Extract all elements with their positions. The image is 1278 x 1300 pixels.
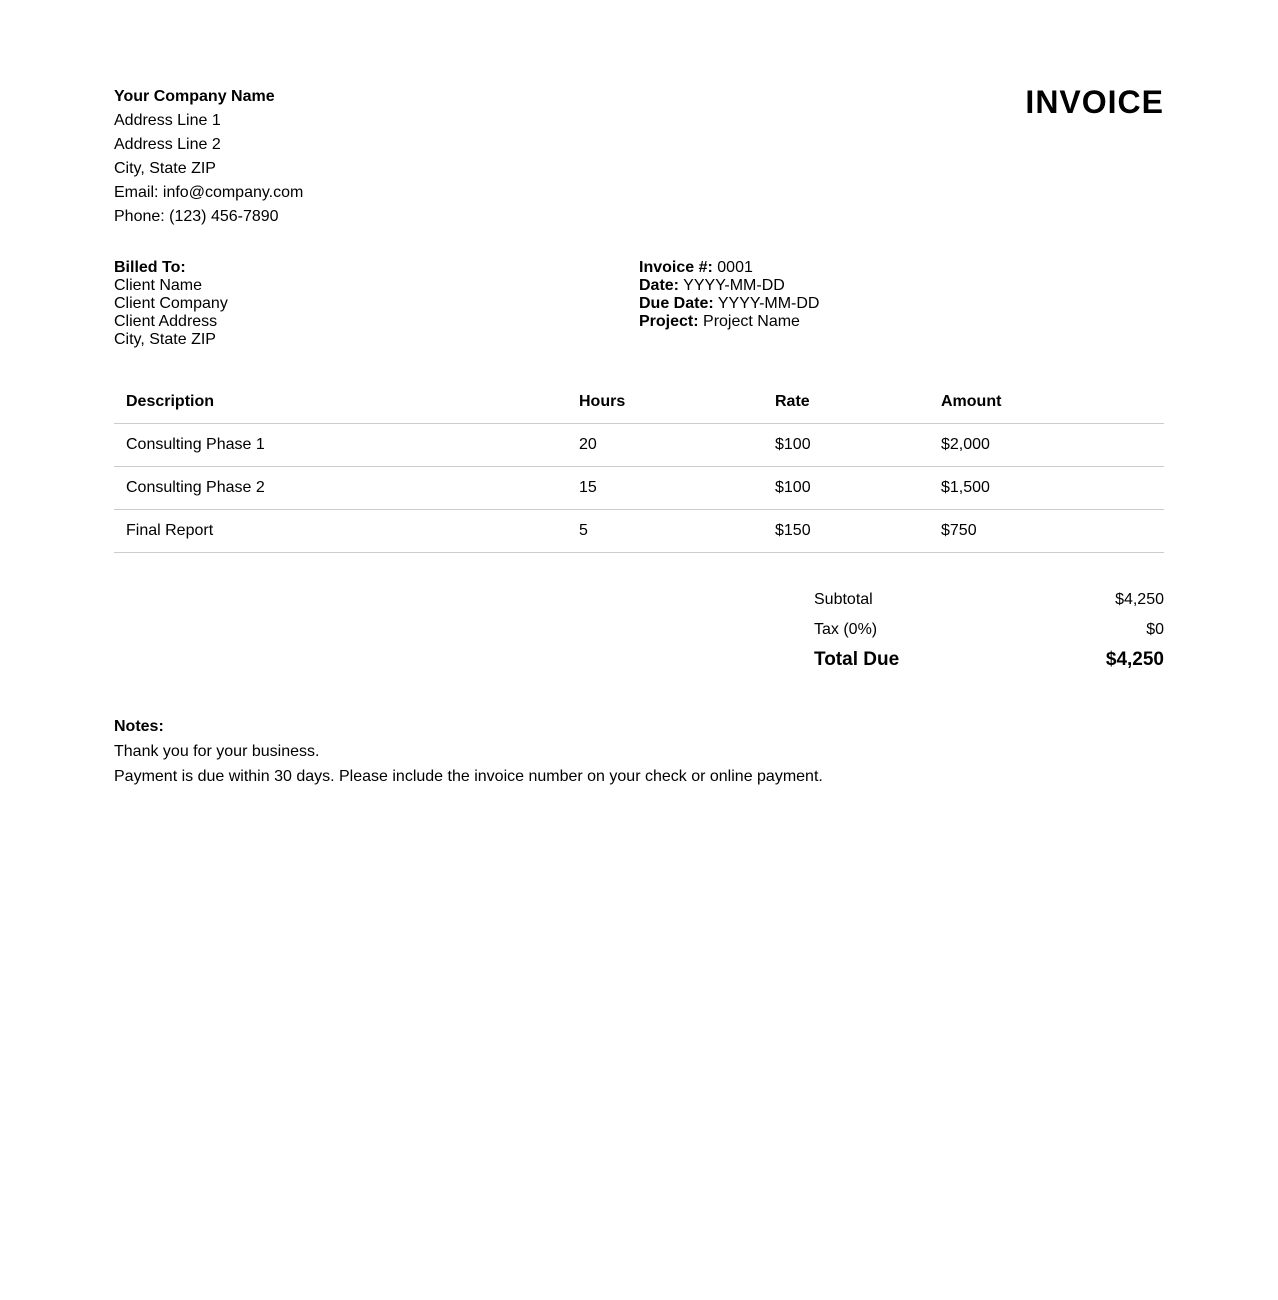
- invoice-header: [114, 0, 1164, 240]
- cell-rate: $150: [763, 510, 929, 553]
- cell-description: Final Report: [114, 510, 567, 553]
- total-due-row: [814, 648, 1164, 682]
- cell-description: Consulting Phase 2: [114, 467, 567, 510]
- due-date-label: Due Date:: [639, 295, 714, 312]
- notes-label: Notes:: [114, 718, 164, 735]
- company-address-line-1: Address Line 1: [114, 112, 221, 129]
- client-company: Client Company: [114, 295, 228, 312]
- cell-hours: 5: [567, 510, 763, 553]
- cell-amount: $2,000: [929, 424, 1164, 467]
- table-row: [114, 424, 1164, 467]
- header-amount: Amount: [929, 381, 1164, 424]
- notes-line-1: Thank you for your business.: [114, 743, 320, 760]
- tax-label: Tax (0%): [814, 621, 878, 638]
- header-description: Description: [114, 381, 567, 424]
- company-city-state-zip: City, State ZIP: [114, 160, 216, 177]
- tax-row: [814, 618, 1164, 648]
- due-date: [639, 295, 819, 313]
- client-address: Client Address: [114, 313, 218, 330]
- table-row: [114, 510, 1164, 553]
- subtotal-value: $4,250: [1115, 591, 1164, 608]
- cell-amount: $750: [929, 510, 1164, 553]
- invoice-date: [639, 277, 819, 295]
- invoice-number: [639, 259, 819, 277]
- invoice-date-label: Date:: [639, 277, 680, 294]
- header-rate: Rate: [763, 381, 929, 424]
- invoice-date-value: YYYY-MM-DD: [683, 277, 785, 294]
- subtotal-row: [814, 588, 1164, 618]
- total-due-value: $4,250: [1105, 649, 1164, 670]
- company-phone: Phone: (123) 456-7890: [114, 208, 279, 225]
- invoice-number-value: 0001: [717, 259, 753, 276]
- billed-to-label: Billed To:: [114, 259, 186, 276]
- line-items-table: [114, 381, 1164, 553]
- invoice-page: [114, 0, 1164, 785]
- company-name: Your Company Name: [114, 88, 275, 105]
- project-label: Project:: [639, 313, 699, 330]
- notes-section: [114, 714, 823, 789]
- due-date-value: YYYY-MM-DD: [717, 295, 820, 312]
- cell-rate: $100: [763, 467, 929, 510]
- header-hours: Hours: [567, 381, 763, 424]
- subtotal-label: Subtotal: [814, 591, 873, 608]
- company-info: [114, 85, 303, 229]
- company-email: Email: info@company.com: [114, 184, 304, 201]
- cell-description: Consulting Phase 1: [114, 424, 567, 467]
- invoice-meta: [639, 259, 819, 331]
- client-city-state-zip: City, State ZIP: [114, 331, 216, 348]
- cell-hours: 20: [567, 424, 763, 467]
- tax-value: $0: [1146, 621, 1164, 638]
- project: [639, 313, 819, 331]
- client-name: Client Name: [114, 277, 203, 294]
- table-header-row: [114, 381, 1164, 424]
- project-value: Project Name: [703, 313, 800, 330]
- company-address-line-2: Address Line 2: [114, 136, 221, 153]
- totals-section: [814, 588, 1164, 682]
- table-row: [114, 467, 1164, 510]
- cell-hours: 15: [567, 467, 763, 510]
- notes-line-2: Payment is due within 30 days. Please include the invoice number on your check or online payment.: [114, 768, 823, 785]
- billed-to: [114, 259, 228, 349]
- cell-rate: $100: [763, 424, 929, 467]
- invoice-title: INVOICE: [1025, 84, 1164, 120]
- invoice-number-label: Invoice #:: [639, 259, 713, 276]
- cell-amount: $1,500: [929, 467, 1164, 510]
- total-due-label: Total Due: [814, 649, 900, 670]
